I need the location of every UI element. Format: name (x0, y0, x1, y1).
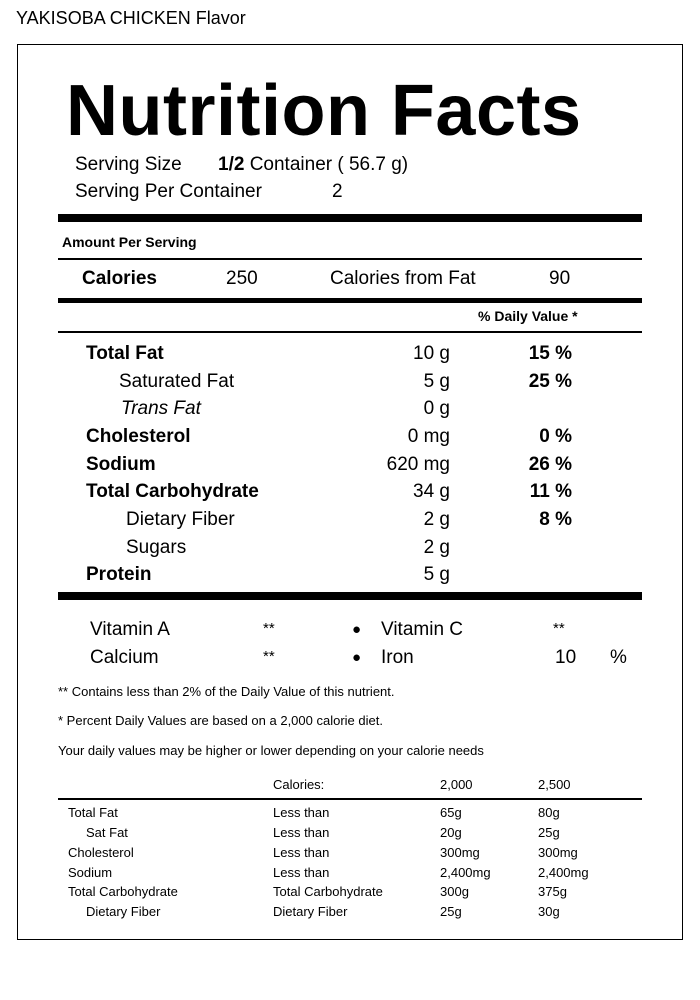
nutrient-amount: 34 g (413, 481, 450, 502)
nutrient-amount: 620 mg (386, 454, 450, 475)
nutrient-amount: 2 g (423, 537, 450, 558)
nutrient-row (0, 343, 700, 371)
ref-row-limit: Less than (273, 825, 330, 840)
ref-row-name: Sodium (68, 865, 113, 880)
servings-per-container-label: Serving Per Container (75, 181, 262, 202)
nutrient-row (0, 426, 700, 454)
ref-row-2000: 2,400mg (440, 865, 491, 880)
ref-2000-header: 2,000 (440, 777, 473, 792)
ref-row-2000: 300g (440, 884, 469, 899)
nutrient-row (0, 398, 700, 426)
ref-row-2500: 30g (538, 904, 560, 919)
nutrient-name: Sugars (126, 537, 187, 558)
ref-row-name: Total Fat (68, 805, 118, 820)
nutrient-row (0, 371, 700, 399)
vitamin-a-label: Vitamin A (90, 619, 170, 640)
iron-label: Iron (381, 647, 414, 668)
nutrient-daily-value: 25 % (528, 371, 572, 392)
calories-value: 250 (226, 268, 258, 289)
ref-row-limit: Less than (273, 805, 330, 820)
calcium-value: ** (263, 648, 275, 665)
divider-thin (58, 258, 642, 260)
servings-per-container-value: 2 (332, 181, 343, 202)
nutrient-name: Sodium (86, 454, 156, 475)
serving-size-fraction: 1/2 (218, 154, 245, 175)
ref-row-name: Dietary Fiber (86, 904, 161, 919)
divider-thin (58, 798, 642, 800)
divider-thick (58, 214, 642, 222)
ref-calories-header: Calories: (273, 777, 325, 792)
nutrient-daily-value: 8 % (539, 509, 572, 530)
ref-row-2500: 375g (538, 884, 567, 899)
nutrient-amount: 5 g (423, 371, 450, 392)
ref-row-2500: 300mg (538, 845, 578, 860)
nutrient-row (0, 537, 700, 565)
serving-size-label: Serving Size (75, 154, 182, 175)
nutrient-name: Total Fat (86, 343, 164, 364)
amount-per-serving: Amount Per Serving (62, 234, 197, 250)
ref-row-name: Total Carbohydrate (68, 884, 178, 899)
product-title: YAKISOBA CHICKEN Flavor (16, 8, 246, 28)
nutrient-daily-value: 11 % (529, 481, 572, 502)
divider-thin (58, 331, 642, 333)
calories-fat-label: Calories from Fat (330, 268, 476, 289)
ref-row-2000: 300mg (440, 845, 480, 860)
nutrient-daily-value: 26 % (528, 454, 572, 475)
calories-label: Calories (82, 268, 157, 289)
nutrient-daily-value: 0 % (539, 426, 572, 447)
ref-row-2000: 25g (440, 904, 462, 919)
ref-row-limit: Less than (273, 845, 330, 860)
nutrient-daily-value: 15 % (528, 343, 572, 364)
nutrient-name: Trans Fat (121, 398, 201, 419)
nutrient-name: Total Carbohydrate (86, 481, 259, 502)
label-title: Nutrition Facts (66, 71, 582, 151)
nutrient-row (0, 454, 700, 482)
nutrient-amount: 0 mg (407, 426, 450, 447)
nutrient-row (0, 509, 700, 537)
nutrient-amount: 2 g (423, 509, 450, 530)
serving-size-container: Container ( 56.7 g) (249, 154, 409, 175)
ref-row-limit: Total Carbohydrate (273, 884, 383, 899)
nutrient-name: Saturated Fat (119, 371, 235, 392)
vitamin-c-label: Vitamin C (381, 619, 464, 640)
ref-row-2500: 80g (538, 805, 560, 820)
divider-medium (58, 298, 642, 303)
nutrient-row (0, 481, 700, 509)
ref-row-2500: 2,400mg (538, 865, 589, 880)
divider-thick (58, 592, 642, 600)
footnote-percent-dv: * Percent Daily Values are based on a 2,000 calorie diet. (58, 713, 383, 728)
ref-row-limit: Dietary Fiber (273, 904, 348, 919)
ref-row-2000: 65g (440, 805, 462, 820)
bullet-icon: ● (352, 621, 362, 638)
nutrient-amount: 5 g (423, 564, 450, 585)
daily-value-header: % Daily Value * (478, 308, 578, 324)
ref-row-2000: 20g (440, 825, 462, 840)
ref-2500-header: 2,500 (538, 777, 571, 792)
calcium-label: Calcium (90, 647, 159, 668)
iron-unit: % (610, 647, 627, 668)
footnote-less-than-2pct: ** Contains less than 2% of the Daily Value of this nutrient. (58, 684, 395, 699)
nutrient-amount: 0 g (423, 398, 450, 419)
nutrient-name: Dietary Fiber (126, 509, 235, 530)
calories-fat-value: 90 (549, 268, 571, 289)
vitamin-c-value: ** (553, 620, 565, 637)
ref-row-name: Sat Fat (86, 825, 128, 840)
iron-value: 10 (555, 647, 577, 668)
ref-row-name: Cholesterol (68, 845, 134, 860)
ref-row-limit: Less than (273, 865, 330, 880)
nutrient-name: Cholesterol (86, 426, 191, 447)
nutrient-amount: 10 g (413, 343, 450, 364)
nutrient-name: Protein (86, 564, 152, 585)
footnote-daily-values: Your daily values may be higher or lower depending on your calorie needs (58, 743, 484, 758)
serving-size-value (218, 154, 408, 176)
nutrient-row (0, 564, 700, 592)
ref-row-2500: 25g (538, 825, 560, 840)
vitamin-a-value: ** (263, 620, 275, 637)
bullet-icon: ● (352, 649, 362, 666)
